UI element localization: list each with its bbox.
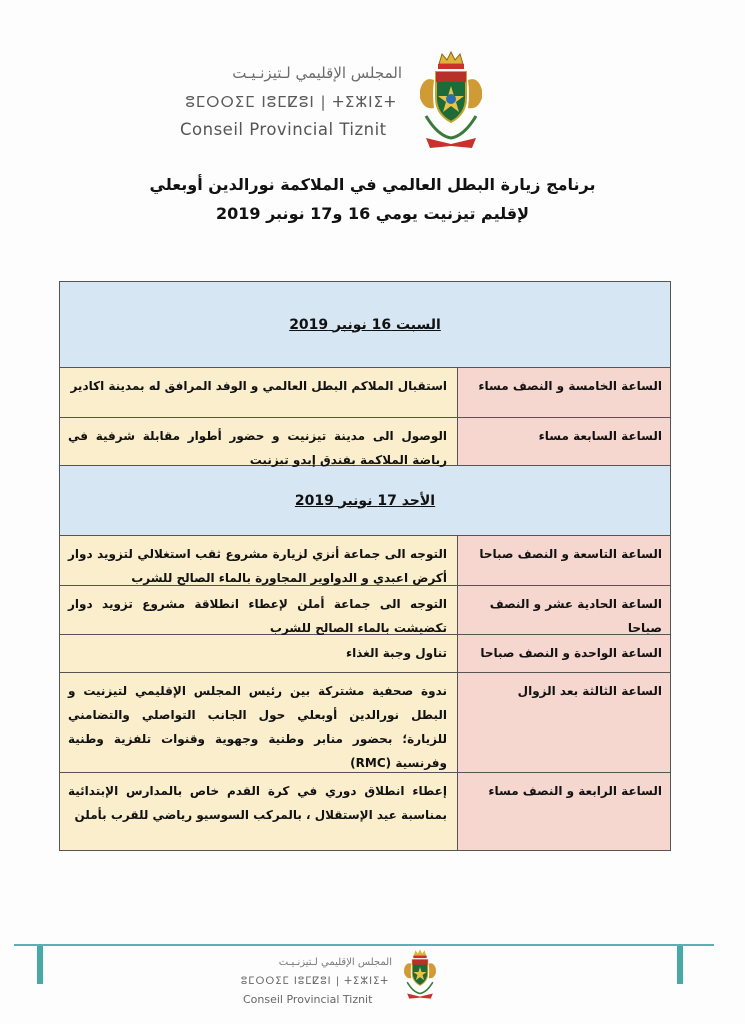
- footer-org-name-french: Conseil Provincial Tiznit: [243, 993, 373, 1006]
- table-row: [60, 635, 670, 673]
- coat-of-arms-icon: [400, 948, 440, 1000]
- time-cell: الساعة الحادية عشر و النصف صباحا: [457, 586, 670, 634]
- schedule-table: [59, 281, 671, 851]
- activity-cell: تناول وجبة الغذاء: [60, 635, 457, 672]
- org-name-tifinagh: ⵓⵎⵔⵔⵉⵎ ⵏⵓⵎⵇⵓⵏ | ⵜⵉⵣⵏⵉⵜ: [185, 93, 397, 111]
- letterhead: [0, 50, 745, 160]
- activity-cell: الوصول الى مدينة تيزنيت و حضور أطوار مقابلة شرفية في رياضة الملاكمة بفندق إيدو تيزنيت: [60, 418, 457, 465]
- footer-org-name-arabic: المجلس الإقليمي لـتيزنـيـت: [278, 957, 392, 968]
- table-row: [60, 586, 670, 635]
- table-row: [60, 773, 670, 850]
- footer-divider: [14, 944, 714, 946]
- table-row: [60, 673, 670, 773]
- table-row: [60, 368, 670, 418]
- day-label: الأحد 17 نونبر 2019: [294, 492, 436, 509]
- org-name-french: Conseil Provincial Tiznit: [180, 120, 387, 139]
- time-cell: الساعة الخامسة و النصف مساء: [457, 368, 670, 417]
- table-row: [60, 418, 670, 466]
- footer-org-name-tifinagh: ⵓⵎⵔⵔⵉⵎ ⵏⵓⵎⵇⵓⵏ | ⵜⵉⵣⵏⵉⵜ: [240, 976, 390, 987]
- document-title: برنامج زيارة البطل العالمي في الملاكمة نورالدين أوبعلي: [149, 175, 596, 194]
- day-header-sunday: [60, 466, 670, 536]
- activity-cell: استقبال الملاكم البطل العالمي و الوفد المرافق له بمدينة اكادير: [60, 368, 457, 417]
- activity-cell: التوجه الى جماعة أملن لإعطاء انطلاقة مشروع تزويد دوار تكضيشت بالماء الصالح للشرب: [60, 586, 457, 634]
- coat-of-arms-icon: [412, 50, 490, 150]
- time-cell: الساعة السابعة مساء: [457, 418, 670, 465]
- day-header-saturday: [60, 282, 670, 368]
- activity-cell: التوجه الى جماعة أنزي لزيارة مشروع ثقب استغلالي لتزويد دوار أكرض اعبدي و الدواوير المجاورة بالماء الصالح للشرب: [60, 536, 457, 585]
- document-subtitle: لإقليم تيزنيت يومي 16 و17 نونبر 2019: [215, 204, 530, 223]
- time-cell: الساعة التاسعة و النصف صباحا: [457, 536, 670, 585]
- table-row: [60, 536, 670, 586]
- day-label: السبت 16 نونبر 2019: [289, 316, 441, 333]
- activity-cell: إعطاء انطلاق دوري في كرة القدم خاص بالمدارس الإبتدائية بمناسبة عيد الإستقلال ، بالمركب السوسيو رياضي للقرب بأملن: [60, 773, 457, 850]
- time-cell: الساعة الواحدة و النصف صباحا: [457, 635, 670, 672]
- org-name-arabic: المجلس الإقليمي لـتيزنـيـت: [232, 64, 402, 82]
- time-cell: الساعة الرابعة و النصف مساء: [457, 773, 670, 850]
- footer-accent-right: [677, 946, 683, 984]
- time-cell: الساعة الثالثة بعد الزوال: [457, 673, 670, 772]
- activity-cell: ندوة صحفية مشتركة بين رئيس المجلس الإقليمي لتيزنيت و البطل نورالدين أوبعلي حول الجانب التواصلي والتضامني للزيارة؛ بحضور منابر وطنية وجهوية وقنوات تلفزية وطنية وفرنسية (RMC): [60, 673, 457, 772]
- footer-accent-left: [37, 946, 43, 984]
